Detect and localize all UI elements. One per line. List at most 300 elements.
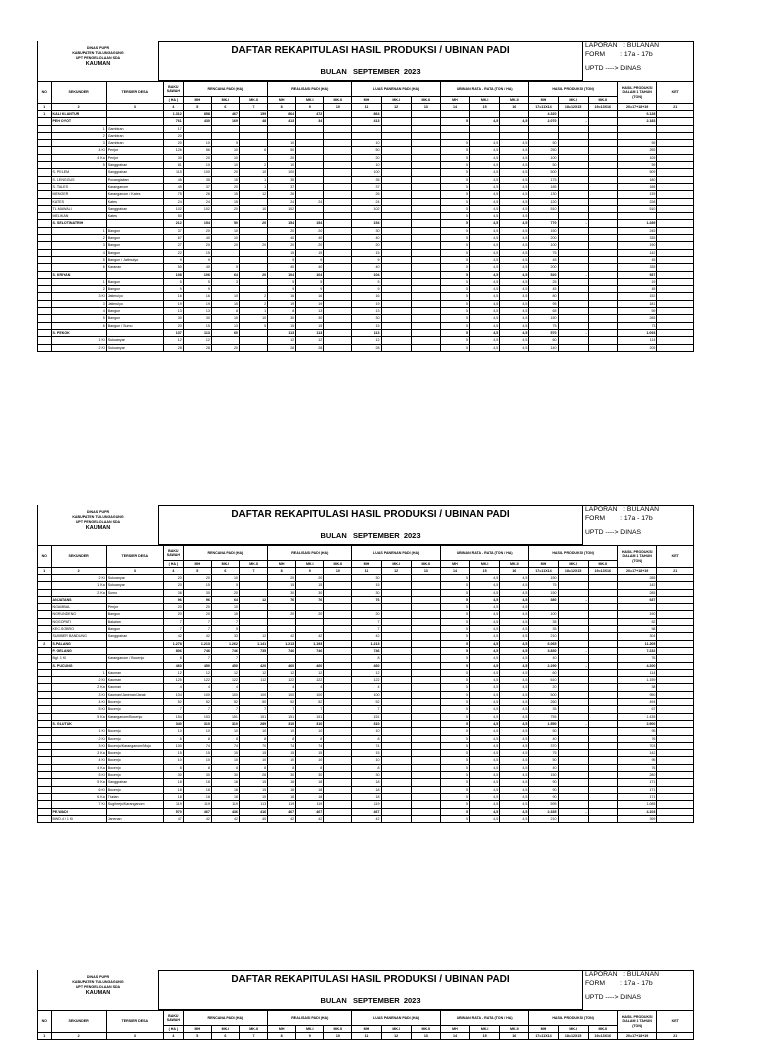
col-baku: BAKU SAWAH <box>163 82 183 97</box>
table-row <box>38 300 694 307</box>
table-row <box>38 728 694 735</box>
value-cell <box>381 582 411 589</box>
tersier-cell: Sanggrahan <box>106 205 163 212</box>
value-cell: 30 <box>163 315 183 322</box>
value-cell <box>588 256 617 263</box>
column-number: 21 <box>657 568 694 575</box>
value-cell: 13 <box>211 322 239 329</box>
value-cell <box>268 655 296 662</box>
value-cell: 4,5 <box>500 589 529 596</box>
col-tersier: TERSIER DESA <box>106 546 163 568</box>
value-cell <box>440 111 469 118</box>
value-cell <box>381 575 411 582</box>
value-cell: 4,5 <box>470 611 500 618</box>
value-cell <box>588 140 617 147</box>
value-cell: 245 <box>617 227 657 234</box>
col-hasil-tahun: HASIL PRODUKSI DALAM 1 TAHUN (TON) <box>617 546 657 568</box>
value-cell: 5 <box>440 647 469 654</box>
value-cell <box>588 684 617 691</box>
sekunder-cell: 2 Ki <box>51 735 106 742</box>
value-cell <box>381 626 411 633</box>
value-cell: 460 <box>352 662 381 669</box>
sekunder-cell: 2 Ki <box>51 677 106 684</box>
value-cell: 280 <box>617 772 657 779</box>
sekunder-cell: 4 Ki <box>51 757 106 764</box>
value-cell: 169 <box>211 118 239 125</box>
value-cell <box>558 308 588 315</box>
value-cell: 7 <box>183 706 211 713</box>
value-cell: 30 <box>183 315 211 322</box>
value-cell <box>296 213 324 220</box>
value-cell: 109 <box>617 154 657 161</box>
sekunder-cell: 3 Ki <box>51 293 106 300</box>
value-cell: 122 <box>296 677 324 684</box>
value-cell <box>411 300 440 307</box>
value-cell: 5 <box>440 779 469 786</box>
table-row <box>38 191 694 198</box>
value-cell: 22 <box>163 249 183 256</box>
value-cell <box>588 779 617 786</box>
value-cell <box>529 213 558 220</box>
value-cell <box>657 183 694 190</box>
value-cell <box>381 604 411 611</box>
value-cell: 746 <box>268 647 296 654</box>
value-cell: 38 <box>163 589 183 596</box>
value-cell: 289 <box>239 720 267 727</box>
value-cell <box>381 728 411 735</box>
value-cell: 1 <box>239 308 267 315</box>
value-cell: 1 <box>38 111 52 118</box>
table-row <box>38 183 694 190</box>
value-cell <box>381 684 411 691</box>
value-cell: 7 <box>268 706 296 713</box>
value-cell <box>411 286 440 293</box>
value-cell: 4,5 <box>470 589 500 596</box>
tersier-cell: Bangun <box>106 308 163 315</box>
value-cell: 76 <box>268 596 296 603</box>
value-cell: 15 <box>211 191 239 198</box>
value-cell <box>657 162 694 169</box>
season-header: MK.II <box>324 1026 352 1033</box>
value-cell: 8 <box>163 764 183 771</box>
value-cell <box>324 706 352 713</box>
value-cell: 5 <box>440 198 469 205</box>
value-cell: 20 <box>163 132 183 139</box>
value-cell: 80 <box>529 293 558 300</box>
tersier-cell: Bangun <box>106 235 163 242</box>
value-cell: 5 <box>352 278 381 285</box>
unit-name: KAUMAN <box>85 61 111 67</box>
value-cell <box>381 589 411 596</box>
value-cell: 4,5 <box>470 772 500 779</box>
table-row <box>38 111 694 118</box>
value-cell <box>617 213 657 220</box>
value-cell: 15 <box>268 322 296 329</box>
meta-laporan: LAPORAN : BULANAN <box>585 506 660 513</box>
value-cell: 35 <box>529 626 558 633</box>
report-page-2 <box>37 505 694 823</box>
value-cell: 122 <box>211 677 239 684</box>
value-cell: 4,5 <box>500 176 529 183</box>
value-cell <box>324 575 352 582</box>
value-cell: 5 <box>440 213 469 220</box>
season-header: MK.II <box>324 97 352 104</box>
value-cell <box>411 596 440 603</box>
value-cell <box>296 191 324 198</box>
value-cell: 500 <box>529 169 558 176</box>
value-cell <box>411 140 440 147</box>
value-cell: 119 <box>352 801 381 808</box>
value-cell <box>558 582 588 589</box>
value-cell <box>411 220 440 227</box>
value-cell: 703 <box>617 742 657 749</box>
table-row <box>38 198 694 205</box>
value-cell: 113 <box>268 329 296 336</box>
sekunder-cell: SUMBER BANDUNG <box>51 633 106 640</box>
value-cell <box>324 582 352 589</box>
value-cell: 45 <box>617 256 657 263</box>
value-cell <box>657 604 694 611</box>
value-cell <box>657 764 694 771</box>
value-cell: 864 <box>352 111 381 118</box>
col-baku: BAKU SAWAH <box>163 546 183 561</box>
value-cell <box>38 337 52 344</box>
value-cell: 4,5 <box>470 264 500 271</box>
tersier-cell: Sanggrahan <box>106 169 163 176</box>
value-cell: 20 <box>529 684 558 691</box>
value-cell: 205 <box>617 344 657 351</box>
value-cell <box>381 235 411 242</box>
value-cell <box>38 699 52 706</box>
value-cell <box>381 198 411 205</box>
sekunder-cell: 1 Ki <box>51 728 106 735</box>
value-cell <box>239 589 267 596</box>
value-cell: 50 <box>529 757 558 764</box>
season-header: MH <box>529 1026 558 1033</box>
value-cell <box>558 227 588 234</box>
value-cell <box>657 118 694 125</box>
value-cell <box>211 213 239 220</box>
value-cell <box>657 713 694 720</box>
value-cell <box>411 750 440 757</box>
value-cell: 4,5 <box>500 264 529 271</box>
value-cell: 2.900 <box>617 720 657 727</box>
value-cell: 154 <box>163 713 183 720</box>
value-cell: 154 <box>352 220 381 227</box>
value-cell <box>657 322 694 329</box>
value-cell: 5 <box>239 322 267 329</box>
value-cell <box>558 786 588 793</box>
value-cell: 3 <box>211 278 239 285</box>
sekunder-cell: 1 <box>51 227 106 234</box>
tersier-cell: Bocenjo <box>106 728 163 735</box>
meta-form: FORM : 17a - 17b <box>585 514 653 522</box>
value-cell: 5 <box>440 227 469 234</box>
value-cell <box>38 604 52 611</box>
value-cell: 13 <box>296 308 324 315</box>
season-header: MK.II <box>239 561 267 568</box>
tersier-cell: Bocenjo <box>106 764 163 771</box>
value-cell <box>239 256 267 263</box>
value-cell: 20 <box>296 575 324 582</box>
value-cell: 40 <box>268 264 296 271</box>
value-cell: 10 <box>352 140 381 147</box>
value-cell: 30 <box>296 772 324 779</box>
value-cell <box>324 308 352 315</box>
value-cell <box>500 132 529 139</box>
value-cell <box>657 344 694 351</box>
sekunder-cell: 4 Ki <box>51 147 106 154</box>
value-cell: 75 <box>529 750 558 757</box>
value-cell <box>239 132 267 139</box>
tersier-cell: Sukoanyar <box>106 582 163 589</box>
value-cell: 47 <box>163 815 183 822</box>
value-cell: 4,5 <box>500 329 529 336</box>
value-cell <box>558 264 588 271</box>
value-cell: 8 <box>352 735 381 742</box>
meta-route: UPTD ----> DINAS <box>585 529 642 536</box>
value-cell: 4,5 <box>500 293 529 300</box>
value-cell <box>381 779 411 786</box>
value-cell: 30 <box>296 315 324 322</box>
value-cell: 4,5 <box>470 742 500 749</box>
sekunder-cell: 3 Ki <box>51 742 106 749</box>
value-cell: 5 <box>440 677 469 684</box>
value-cell: 1 <box>239 183 267 190</box>
value-cell: 5 <box>440 793 469 800</box>
value-cell: 52 <box>211 699 239 706</box>
value-cell: 52 <box>183 699 211 706</box>
value-cell: 30 <box>352 575 381 582</box>
value-cell: 12 <box>296 669 324 676</box>
value-cell <box>588 322 617 329</box>
value-cell <box>588 647 617 654</box>
value-cell: 16 <box>183 293 211 300</box>
column-number: 5 <box>183 568 211 575</box>
value-cell <box>411 256 440 263</box>
value-cell <box>657 720 694 727</box>
col-baku-unit: ( HA ) <box>163 561 183 568</box>
value-cell <box>381 815 411 822</box>
value-cell: 285 <box>617 315 657 322</box>
value-cell <box>324 604 352 611</box>
value-cell: 5 <box>440 589 469 596</box>
sekunder-cell: 1 Ki <box>51 337 106 344</box>
value-cell: 24 <box>352 198 381 205</box>
value-cell <box>588 227 617 234</box>
value-cell <box>558 344 588 351</box>
value-cell <box>558 604 588 611</box>
value-cell <box>588 801 617 808</box>
value-cell: 45 <box>529 256 558 263</box>
value-cell <box>324 750 352 757</box>
column-number: 18=12X15 <box>558 568 588 575</box>
value-cell: 28 <box>296 344 324 351</box>
value-cell: 8 <box>239 764 267 771</box>
value-cell: 304 <box>617 633 657 640</box>
value-cell: 4,5 <box>470 220 500 227</box>
value-cell <box>588 337 617 344</box>
value-cell <box>324 728 352 735</box>
value-cell <box>657 691 694 698</box>
value-cell: 102 <box>268 205 296 212</box>
value-cell <box>411 735 440 742</box>
value-cell <box>381 191 411 198</box>
value-cell <box>381 162 411 169</box>
value-cell: 12 <box>239 596 267 603</box>
value-cell <box>38 322 52 329</box>
value-cell <box>211 256 239 263</box>
value-cell <box>239 227 267 234</box>
value-cell: 5 <box>440 191 469 198</box>
value-cell: 10 <box>211 575 239 582</box>
sekunder-cell: 5 <box>51 162 106 169</box>
value-cell: 6.128 <box>617 111 657 118</box>
value-cell <box>500 111 529 118</box>
value-cell: 20 <box>163 575 183 582</box>
value-cell <box>381 147 411 154</box>
value-cell <box>411 626 440 633</box>
value-cell: 5 <box>440 720 469 727</box>
value-cell: 52 <box>163 699 183 706</box>
value-cell <box>657 647 694 654</box>
sekunder-cell: S. SELOTINATRIH <box>51 220 106 227</box>
value-cell <box>558 772 588 779</box>
season-header: MK.I <box>381 97 411 104</box>
value-cell <box>324 626 352 633</box>
value-cell: 4,5 <box>470 337 500 344</box>
column-number: 3 <box>106 104 163 111</box>
value-cell <box>411 786 440 793</box>
value-cell <box>588 154 617 161</box>
value-cell: 150 <box>529 575 558 582</box>
value-cell: 150 <box>529 227 558 234</box>
value-cell <box>38 308 52 315</box>
value-cell: 755 <box>529 713 558 720</box>
value-cell <box>38 125 52 132</box>
value-cell <box>268 618 296 625</box>
value-cell <box>381 720 411 727</box>
value-cell <box>38 793 52 800</box>
season-header: MK.II <box>588 1026 617 1033</box>
value-cell: 4,5 <box>470 575 500 582</box>
value-cell: 40 <box>183 235 211 242</box>
value-cell <box>324 162 352 169</box>
table-row <box>38 604 694 611</box>
value-cell: 5 <box>211 140 239 147</box>
value-cell: 42 <box>183 633 211 640</box>
column-number: 13 <box>411 568 440 575</box>
value-cell <box>324 801 352 808</box>
value-cell: 5 <box>440 662 469 669</box>
season-header: MH <box>352 1026 381 1033</box>
value-cell: 746 <box>183 647 211 654</box>
sekunder-cell: TL.MAWALI <box>51 205 106 212</box>
value-cell: 18 <box>183 786 211 793</box>
value-cell: 285 <box>617 589 657 596</box>
value-cell: 108 <box>163 271 183 278</box>
value-cell: 4,5 <box>500 713 529 720</box>
value-cell <box>440 132 469 139</box>
table-row <box>38 779 694 786</box>
value-cell <box>324 793 352 800</box>
value-cell <box>324 183 352 190</box>
tersier-cell: Gambiran <box>106 140 163 147</box>
value-cell <box>657 633 694 640</box>
title-block <box>158 41 583 81</box>
value-cell <box>558 764 588 771</box>
value-cell: 4,5 <box>500 757 529 764</box>
value-cell: 5 <box>440 596 469 603</box>
value-cell: 10 <box>211 604 239 611</box>
report-period: BULAN SEPTEMBER 2023 <box>320 531 421 540</box>
sekunder-cell: S. PELEM <box>51 169 106 176</box>
value-cell <box>324 779 352 786</box>
value-cell <box>558 125 588 132</box>
value-cell <box>411 125 440 132</box>
value-cell: 40 <box>268 235 296 242</box>
value-cell: 4,5 <box>500 235 529 242</box>
table-row <box>38 220 694 227</box>
value-cell: 30 <box>268 589 296 596</box>
value-cell: 15 <box>352 249 381 256</box>
table-row <box>38 691 694 698</box>
value-cell: 12 <box>352 669 381 676</box>
tersier-cell: Tiudan <box>106 793 163 800</box>
value-cell: 15 <box>183 750 211 757</box>
column-number: 1 <box>38 1033 52 1040</box>
column-number: 2 <box>51 104 106 111</box>
value-cell <box>657 198 694 205</box>
value-cell <box>558 315 588 322</box>
value-cell <box>657 249 694 256</box>
value-cell <box>381 706 411 713</box>
value-cell: 460 <box>268 662 296 669</box>
value-cell: 40 <box>239 815 267 822</box>
season-header: MH <box>440 97 469 104</box>
tersier-cell: Sukoanyar <box>106 575 163 582</box>
value-cell <box>588 264 617 271</box>
report-period: BULAN SEPTEMBER 2023 <box>320 67 421 76</box>
value-cell: 20 <box>163 604 183 611</box>
value-cell: 15 <box>183 249 211 256</box>
column-number: 8 <box>268 1033 296 1040</box>
value-cell <box>411 779 440 786</box>
value-cell: 100 <box>183 169 211 176</box>
value-cell: 40 <box>529 655 558 662</box>
value-cell: 5 <box>440 271 469 278</box>
value-cell: 746 <box>352 647 381 654</box>
value-cell: 4,5 <box>500 242 529 249</box>
value-cell <box>324 329 352 336</box>
value-cell: 4,5 <box>470 293 500 300</box>
table-row <box>38 640 694 647</box>
value-cell: 18 <box>183 793 211 800</box>
value-cell: 4,5 <box>500 647 529 654</box>
value-cell: 74 <box>211 742 239 749</box>
value-cell: 90 <box>529 793 558 800</box>
value-cell <box>38 147 52 154</box>
value-cell: 15 <box>296 249 324 256</box>
tersier-cell <box>106 271 163 278</box>
table-row <box>38 249 694 256</box>
value-cell: 45 <box>529 286 558 293</box>
column-number: 12 <box>381 104 411 111</box>
value-cell: 16 <box>163 293 183 300</box>
col-sekunder: SEKUNDER <box>51 82 106 104</box>
value-cell <box>588 235 617 242</box>
report-header <box>37 41 694 81</box>
